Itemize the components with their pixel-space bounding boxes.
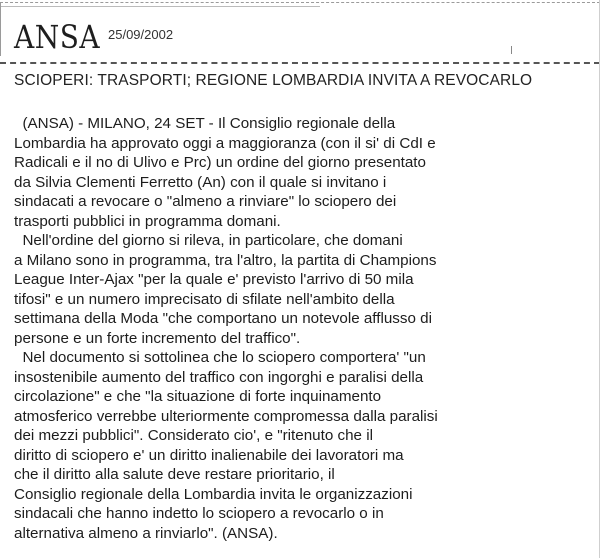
article-line: (ANSA) - MILANO, 24 SET - Il Consiglio regionale della xyxy=(14,115,396,132)
article-line: circolazione" e che "la situazione di forte inquinamento xyxy=(14,388,382,405)
article-line: che il diritto alla salute deve restare prioritario, il xyxy=(14,466,335,483)
article-line: Radicali e il no di Ulivo e Prc) un ordine del giorno presentato xyxy=(14,154,426,171)
left-rule xyxy=(0,2,1,56)
article-body xyxy=(14,114,594,543)
article-line: sindacati a revocare o "almeno a rinviare" lo sciopero dei xyxy=(14,193,397,210)
top-rule xyxy=(0,6,320,7)
article-line: atmosferico verrebbe ulteriormente compromessa dalla paralisi xyxy=(14,407,438,425)
ansa-logo: ANSA xyxy=(14,18,101,56)
article-line: trasporti pubblici in programma domani. xyxy=(14,212,281,230)
article-line: diritto di sciopero e' un diritto inalienabile dei lavoratori ma xyxy=(14,446,404,464)
article-line: tifosi" e un numero imprecisato di sfilate nell'ambito della xyxy=(14,290,395,308)
article-line: Consiglio regionale della Lombardia invita le organizzazioni xyxy=(14,485,413,503)
article-line: settimana della Moda "che comportano un notevole afflusso di xyxy=(14,310,432,327)
article-line: insostenibile aumento del traffico con ingorghi e paralisi della xyxy=(14,368,424,386)
header-divider xyxy=(0,62,600,64)
article-line: sindacali che hanno indetto lo sciopero a revocarlo o in xyxy=(14,505,384,522)
article-line: dei mezzi pubblici". Considerato cio', e "ritenuto che il xyxy=(14,427,373,444)
article-line: Nel documento si sottolinea che lo sciopero comportera' "un xyxy=(14,349,426,366)
article-line: League Inter-Ajax "per la quale e' previsto l'arrivo di 50 mila xyxy=(14,271,414,288)
article-line: Lombardia ha approvato oggi a maggioranza (con il si' di CdI e xyxy=(14,134,436,152)
article-line: Nell'ordine del giorno si rileva, in particolare, che domani xyxy=(14,232,403,249)
article-line: persone e un forte incremento del traffico". xyxy=(14,329,301,347)
article-line: alternativa almeno a rinviarlo". (ANSA). xyxy=(14,524,278,542)
article-headline: SCIOPERI: TRASPORTI; REGIONE LOMBARDIA INVITA A REVOCARLO xyxy=(14,72,533,89)
top-dashed-rule xyxy=(0,2,600,3)
article-line: da Silvia Clementi Ferretto (An) con il quale si invitano i xyxy=(14,173,387,191)
header-tick-mark xyxy=(511,46,512,54)
article-line: a Milano sono in programma, tra l'altro, la partita di Champions xyxy=(14,251,437,269)
publication-date: 25/09/2002 xyxy=(108,27,174,42)
